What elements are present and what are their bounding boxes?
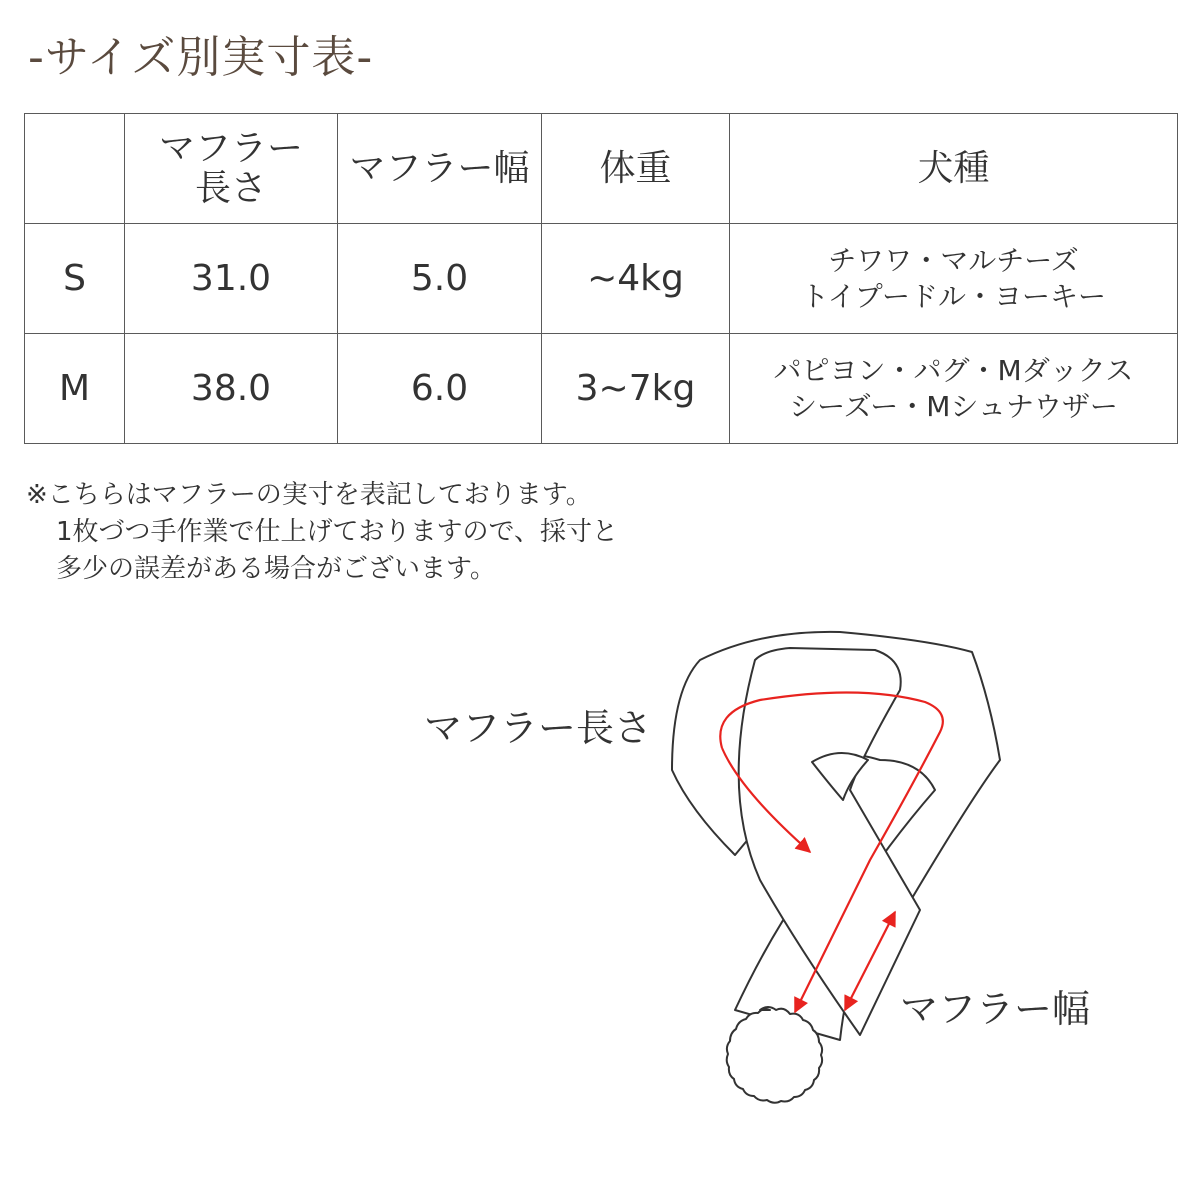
header-breed — [730, 114, 1178, 224]
breed-line: シーズー・Mシュナウザー — [789, 389, 1118, 423]
table-row — [25, 224, 1178, 334]
header-length-line1: マフラー — [158, 127, 303, 169]
header-width-label: マフラー幅 — [349, 147, 530, 189]
table-row — [25, 334, 1178, 444]
width-value: 6.0 — [410, 368, 469, 409]
length-cell — [125, 224, 338, 334]
weight-cell — [542, 334, 730, 444]
header-length — [125, 114, 338, 224]
scarf-pompom — [727, 1007, 822, 1103]
header-blank — [25, 114, 125, 224]
header-breed-label: 犬種 — [917, 147, 990, 189]
weight-cell — [542, 224, 730, 334]
length-value: 38.0 — [190, 368, 272, 409]
header-weight — [542, 114, 730, 224]
header-length-line2: 長さ — [194, 167, 267, 209]
breed-line: トイプードル・ヨーキー — [801, 279, 1106, 313]
scarf-diagram — [0, 600, 1200, 1200]
page-title: -サイズ別実寸表- — [28, 32, 374, 83]
size-table — [24, 113, 1178, 444]
breed-line: チワワ・マルチーズ — [828, 243, 1079, 277]
size-cell — [25, 334, 125, 444]
note-line: ※こちらはマフラーの実寸を表記しております。 — [26, 480, 592, 510]
weight-value: 3~7kg — [575, 368, 696, 409]
size-cell — [25, 224, 125, 334]
measurement-note — [26, 477, 618, 588]
table-header-row — [25, 114, 1178, 224]
width-cell — [338, 224, 542, 334]
note-line: 1枚づつ手作業で仕上げておりますので、採寸と — [56, 517, 619, 547]
header-width — [338, 114, 542, 224]
length-value: 31.0 — [190, 258, 272, 299]
header-weight-label: 体重 — [599, 147, 672, 189]
size-value: S — [63, 258, 86, 299]
breed-line: パピヨン・パグ・Mダックス — [773, 353, 1134, 387]
note-line: 多少の誤差がある場合がございます。 — [56, 554, 496, 584]
length-cell — [125, 334, 338, 444]
breed-cell — [730, 224, 1178, 334]
width-value: 5.0 — [410, 258, 469, 299]
size-value: M — [58, 368, 91, 409]
width-label: マフラー幅 — [900, 987, 1091, 1031]
width-cell — [338, 334, 542, 444]
length-label: マフラー長さ — [424, 706, 653, 750]
breed-cell — [730, 334, 1178, 444]
weight-value: ~4kg — [587, 258, 684, 299]
